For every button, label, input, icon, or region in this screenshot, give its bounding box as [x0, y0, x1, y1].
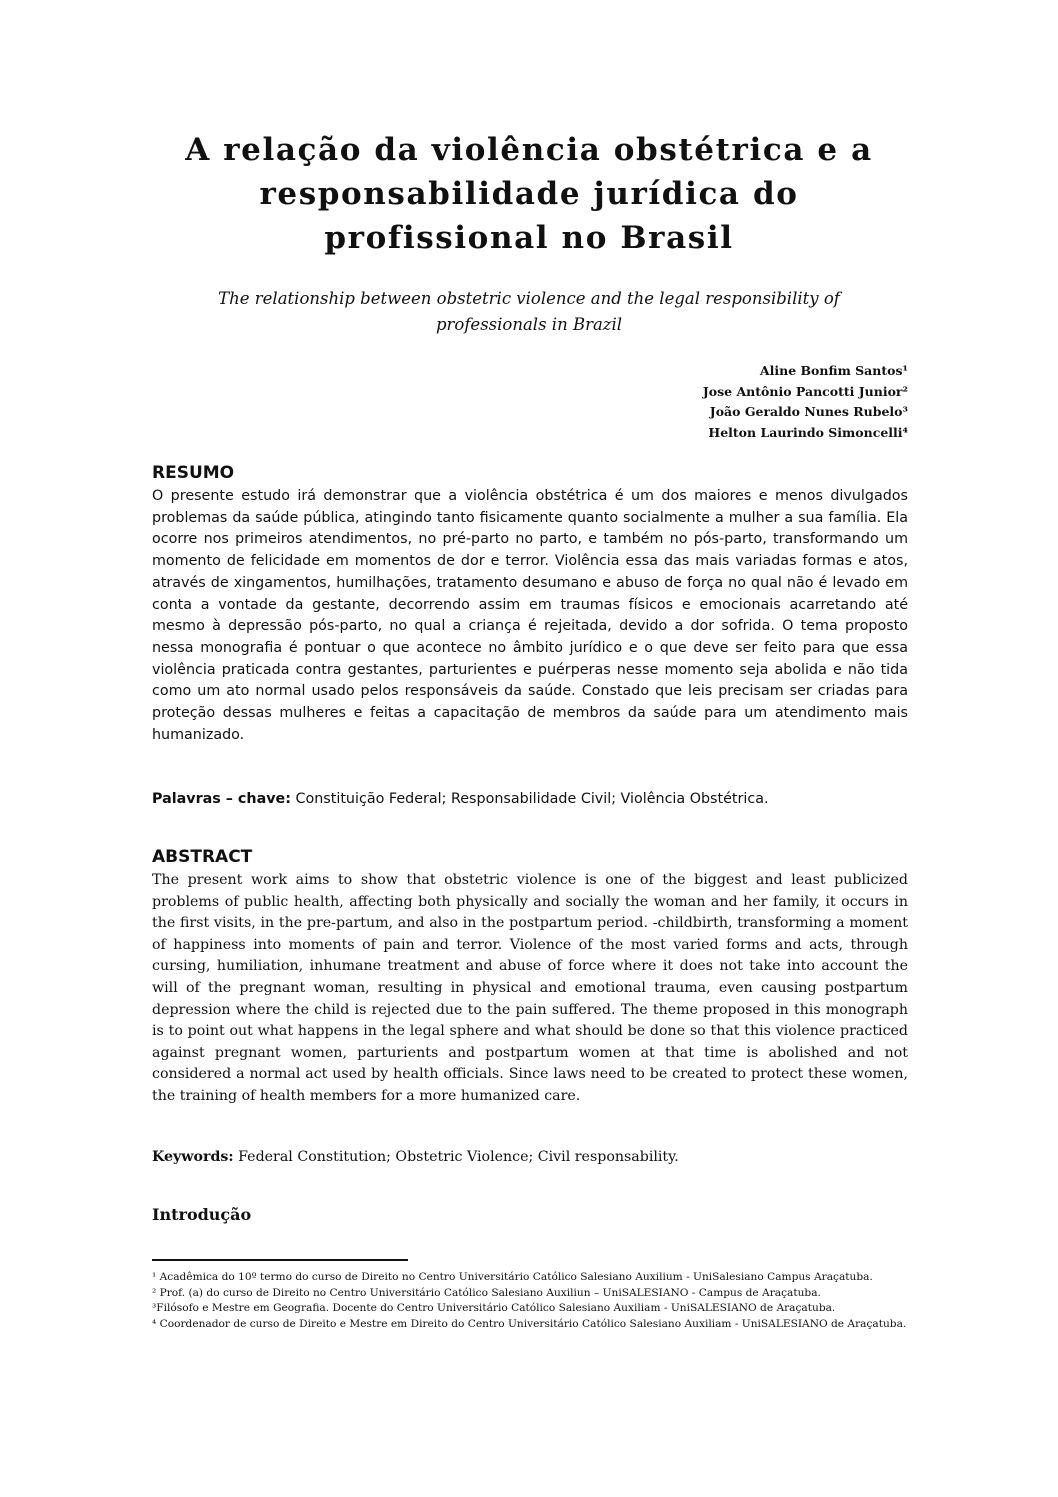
subtitle-line-2: professionals in Brazil	[435, 315, 623, 334]
abstract-body: The present work aims to show that obstetric violence is one of the biggest and least publicized problems of public health, affecting both physically and socially the woman and her family, it occurs in the first visits, in the pre-partum, and also in the postpartum period. -childbirth, transforming a moment of happiness into moments of pain and terror. Violence of the most varied forms and acts, through cursing, humiliation, inhumane treatment and abuse of force where it does not take into account the will of the pregnant woman, resulting in physical and emotional trauma, even causing postpartum depression where the child is rejected due to the pain suffered. The theme proposed in this monograph is to point out what happens in the legal sphere and what should be done so that this violence practiced against pregnant women, parturients and postpartum women at that time is abolished and not considered a normal act used by health officials. Since laws need to be created to protect these women, the training of health members for a more humanized care.	[152, 872, 908, 1104]
abstract-keywords	[152, 1147, 908, 1169]
footnotes	[152, 1270, 908, 1332]
paper-title	[140, 128, 918, 260]
resumo-body: O presente estudo irá demonstrar que a violência obstétrica é um dos maiores e menos divulgados problemas da saúde pública, atingindo tanto fisicamente quanto socialmente a mulher a sua família. Ela ocorre nos primeiros atendimentos, no pré-parto no parto, e também no pós-parto, transformando um momento de felicidade em momentos de dor e terror. Violência essa das mais variadas formas e atos, através de xingamentos, humilhações, tratamento desumano e abuso de força no qual não é levado em conta a vontade da gestante, decorrendo assim em traumas físicos e emocionais acarretando até mesmo à depressão pós-parto, no qual a criança é rejeitada, devido a dor sofrida. O tema proposto nessa monografia é pontuar o que acontece no âmbito jurídico e o que deve ser feito para que essa violência praticada contra gestantes, parturientes e puérperas nesse momento seja abolida e não tida como um ato normal usado pelos responsáveis da saúde. Constado que leis precisam ser criadas para proteção dessas mulheres e feitas a capacitação de membros da saúde para um atendimento mais humanizado.	[152, 488, 908, 743]
introduction-heading: Introdução	[152, 1205, 252, 1224]
title-line-1: A relação da violência obstétrica e a	[185, 132, 873, 168]
footnote-4: ⁴ Coordenador de curso de Direito e Mestre em Direito do Centro Universitário Católico Salesiano Auxiliam - UniSALESIANO de Araçatuba.	[152, 1317, 907, 1330]
footnote-1: ¹ Acadêmica do 10º termo do curso de Direito no Centro Universitário Católico Salesiano Auxilium - UniSalesiano Campus Araçatuba.	[152, 1271, 873, 1283]
title-line-3: profissional no Brasil	[324, 220, 734, 256]
author-4: Helton Laurindo Simoncelli⁴	[708, 424, 908, 440]
title-line-2: responsabilidade jurídica do	[259, 176, 799, 212]
abstract-keywords-label: Keywords:	[152, 1149, 234, 1165]
resumo-heading: RESUMO	[152, 463, 235, 483]
author-2: Jose Antônio Pancotti Junior²	[702, 383, 908, 399]
resumo-keywords	[152, 789, 908, 811]
footnote-divider	[152, 1259, 408, 1261]
author-1: Aline Bonfim Santos¹	[759, 363, 908, 378]
resumo-keywords-label: Palavras – chave:	[152, 791, 291, 807]
abstract-keywords-text: Federal Constitution; Obstetric Violence; Civil responsability.	[233, 1149, 679, 1165]
footnote-2: ² Prof. (a) do curso de Direito no Centro Universitário Católico Salesiano Auxiliun – UniSALESIANO - Campus de Araçatuba.	[152, 1286, 821, 1299]
abstract-heading: ABSTRACT	[152, 847, 253, 867]
author-list	[408, 361, 908, 443]
subtitle-line-1: The relationship between obstetric violence and the legal responsibility of	[218, 289, 840, 308]
footnote-3: ³Filósofo e Mestre em Geografia. Docente do Centro Universitário Católico Salesiano Auxiliam - UniSALESIANO de Araçatuba.	[152, 1302, 836, 1315]
resumo-keywords-text: Constituição Federal; Responsabilidade Civil; Violência Obstétrica.	[290, 791, 769, 807]
author-3: João Geraldo Nunes Rubelo³	[709, 404, 908, 419]
paper-subtitle	[150, 286, 908, 338]
